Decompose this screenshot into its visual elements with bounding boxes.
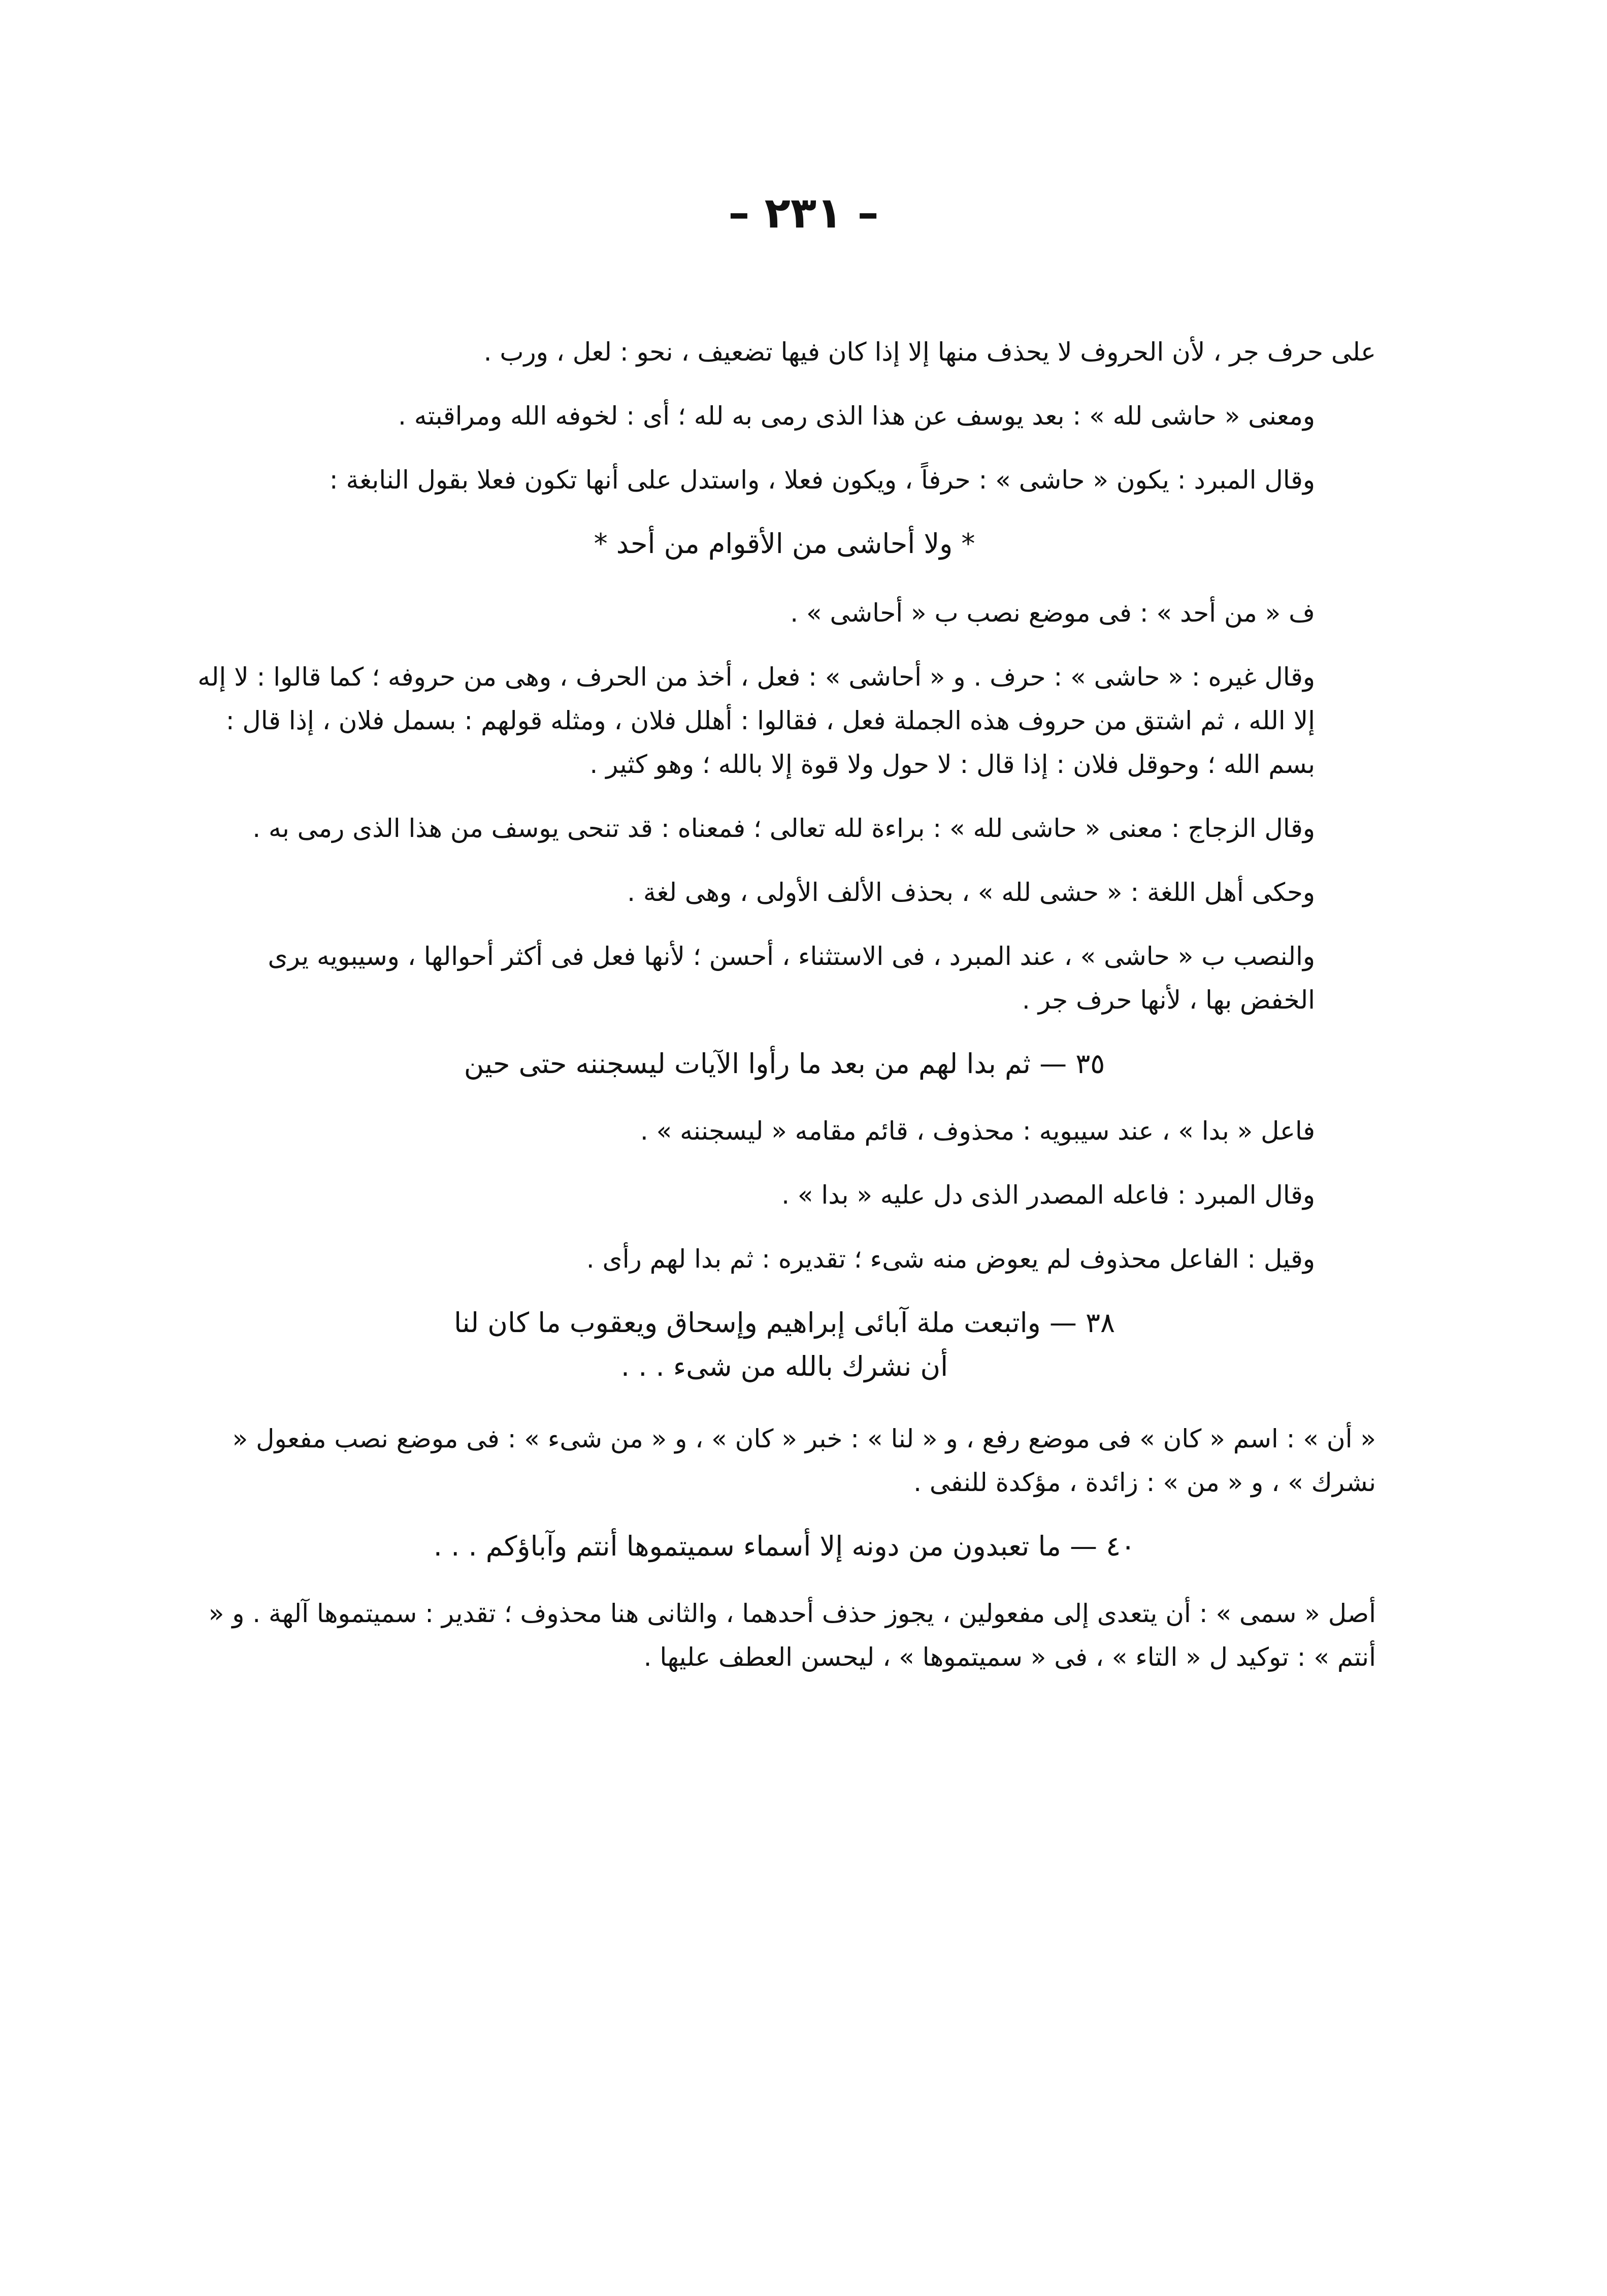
- quran-verse: ٤٠ — ما تعبدون من دونه إلا أسماء سميتموها أنتم وآباؤكم . . .: [433, 1530, 1136, 1562]
- paragraph: وقال المبرد : يكون « حاشى » : حرفاً ، ويكون فعلا ، واستدل على أنها تكون فعلا بقول النابغة :: [329, 465, 1315, 495]
- page-body: [193, 330, 1376, 1699]
- quran-verse: [193, 1301, 1376, 1388]
- poetry-line: * ولا أحاشى من الأقوام من أحد *: [594, 528, 975, 560]
- paragraph: أصل « سمى » : أن يتعدى إلى مفعولين ، يجوز حذف أحدهما ، والثانى هنا محذوف ؛ تقدير : سميتموها آلهة . و « أنتم » : توكيد ل « التاء » ، فى « سميتموها » ، ليحسن العطف عليها .: [208, 1599, 1376, 1672]
- paragraph: وحكى أهل اللغة : « حشى لله » ، بحذف الألف الأولى ، وهى لغة .: [627, 878, 1315, 907]
- paragraph: وقال الزجاج : معنى « حاشى لله » : براءة لله تعالى ؛ فمعناه : قد تنحى يوسف من هذا الذى رمى به .: [252, 814, 1315, 843]
- paragraph: على حرف جر ، لأن الحروف لا يحذف منها إلا إذا كان فيها تضعيف ، نحو : لعل ، ورب .: [483, 337, 1376, 367]
- quran-verse: ٣٥ — ثم بدا لهم من بعد ما رأوا الآيات ليسجننه حتى حين: [464, 1048, 1105, 1080]
- verse-line: أن نشرك بالله من شىء . . .: [620, 1350, 948, 1382]
- paragraph: وقال المبرد : فاعله المصدر الذى دل عليه « بدا » .: [781, 1180, 1315, 1210]
- paragraph: ومعنى « حاشى لله » : بعد يوسف عن هذا الذى رمى به لله ؛ أى : لخوفه الله ومراقبته .: [398, 401, 1315, 431]
- page-number: – ٢٣١ –: [728, 188, 879, 238]
- verse-line: ٣٨ — واتبعت ملة آبائى إبراهيم وإسحاق ويعقوب ما كان لنا: [453, 1307, 1116, 1339]
- paragraph: وقيل : الفاعل محذوف لم يعوض منه شىء ؛ تقديره : ثم بدا لهم رأى .: [586, 1244, 1315, 1274]
- paragraph: ف « من أحد » : فى موضع نصب ب « أحاشى » .: [790, 598, 1315, 628]
- paragraph: « أن » : اسم « كان » فى موضع رفع ، و « لنا » : خبر « كان » ، و « من شىء » : فى موضع نصب مفعول « نشرك » ، و « من » : زائدة ، مؤكدة للنفى .: [232, 1424, 1376, 1497]
- paragraph: فاعل « بدا » ، عند سيبويه : محذوف ، قائم مقامه « ليسجننه » .: [640, 1116, 1315, 1146]
- paragraph: وقال غيره : « حاشى » : حرف . و « أحاشى » : فعل ، أخذ من الحرف ، وهى من حروفه ؛ كما قالوا : لا إله إلا الله ، ثم اشتق من حروف هذه الجملة فعل ، فقالوا : أهلل فلان ، ومثله قولهم : بسمل فلان ، إذا قال : بسم الله ؛ وحوقل فلان : إذا قال : لا حول ولا قوة إلا بالله ؛ وهو كثير .: [198, 662, 1315, 779]
- paragraph: والنصب ب « حاشى » ، عند المبرد ، فى الاستثناء ، أحسن ؛ لأنها فعل فى أكثر أحوالها ، وسيبويه يرى الخفض بها ، لأنها حرف جر .: [268, 942, 1315, 1015]
